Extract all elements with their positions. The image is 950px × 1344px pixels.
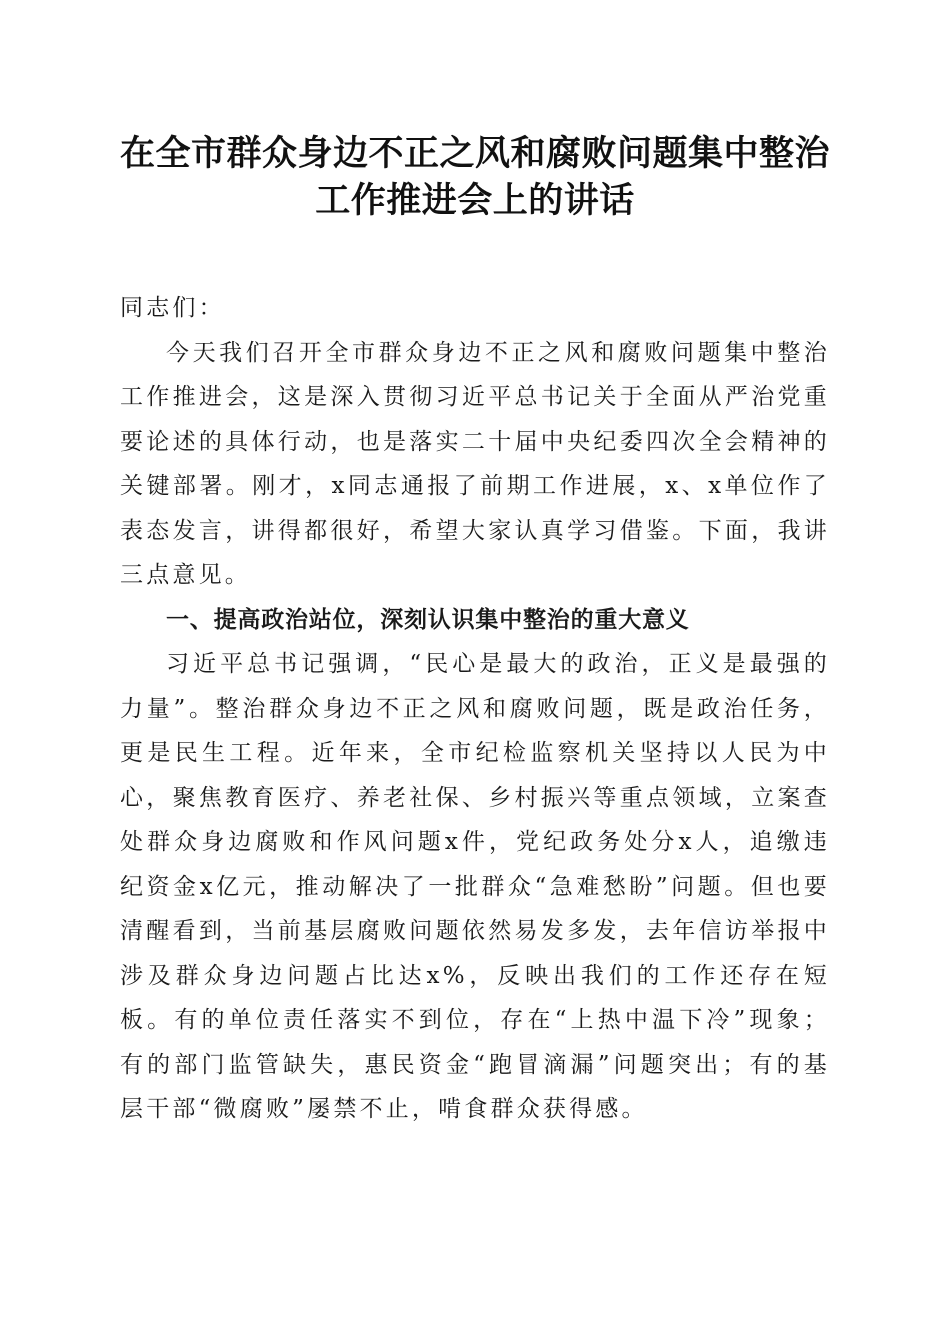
- salutation: 同志们：: [120, 295, 225, 321]
- title-line-2: 工作推进会上的讲话: [315, 180, 635, 221]
- intro-paragraph: 今天我们召开全市群众身边不正之风和腐败问题集中整治工作推进会，这是深入贯彻习近平总书记关于全面从严治党重要论述的具体行动，也是落实二十届中央纪委四次全会精神的关键部署。刚才，x同志通报了前期工作进展，x、x单位作了表态发言，讲得都很好，希望大家认真学习借鉴。下面，我讲三点意见。: [120, 339, 830, 588]
- section-1-paragraph: 习近平总书记强调，“民心是最大的政治，正义是最强的力量”。整治群众身边不正之风和腐败问题，既是政治任务，更是民生工程。近年来，全市纪检监察机关坚持以人民为中心，聚焦教育医疗、养老社保、乡村振兴等重点领域，立案查处群众身边腐败和作风问题x件，党纪政务处分x人，追缴违纪资金x亿元，推动解决了一批群众“急难愁盼”问题。但也要清醒看到，当前基层腐败问题依然易发多发，去年信访举报中涉及群众身边问题占比达x%，反映出我们的工作还存在短板。有的单位责任落实不到位，存在“上热中温下冷”现象；有的部门监管缺失，惠民资金“跑冒滴漏”问题突出；有的基层干部“微腐败”屡禁不止，啃食群众获得感。: [120, 651, 830, 1122]
- document-page: [120, 130, 830, 1132]
- document-body: [120, 286, 830, 1132]
- section-1-heading: 一、提高政治站位，深刻认识集中整治的重大意义: [166, 606, 690, 633]
- document-title: [120, 130, 830, 224]
- title-line-1: 在全市群众身边不正之风和腐败问题集中整治: [120, 133, 831, 174]
